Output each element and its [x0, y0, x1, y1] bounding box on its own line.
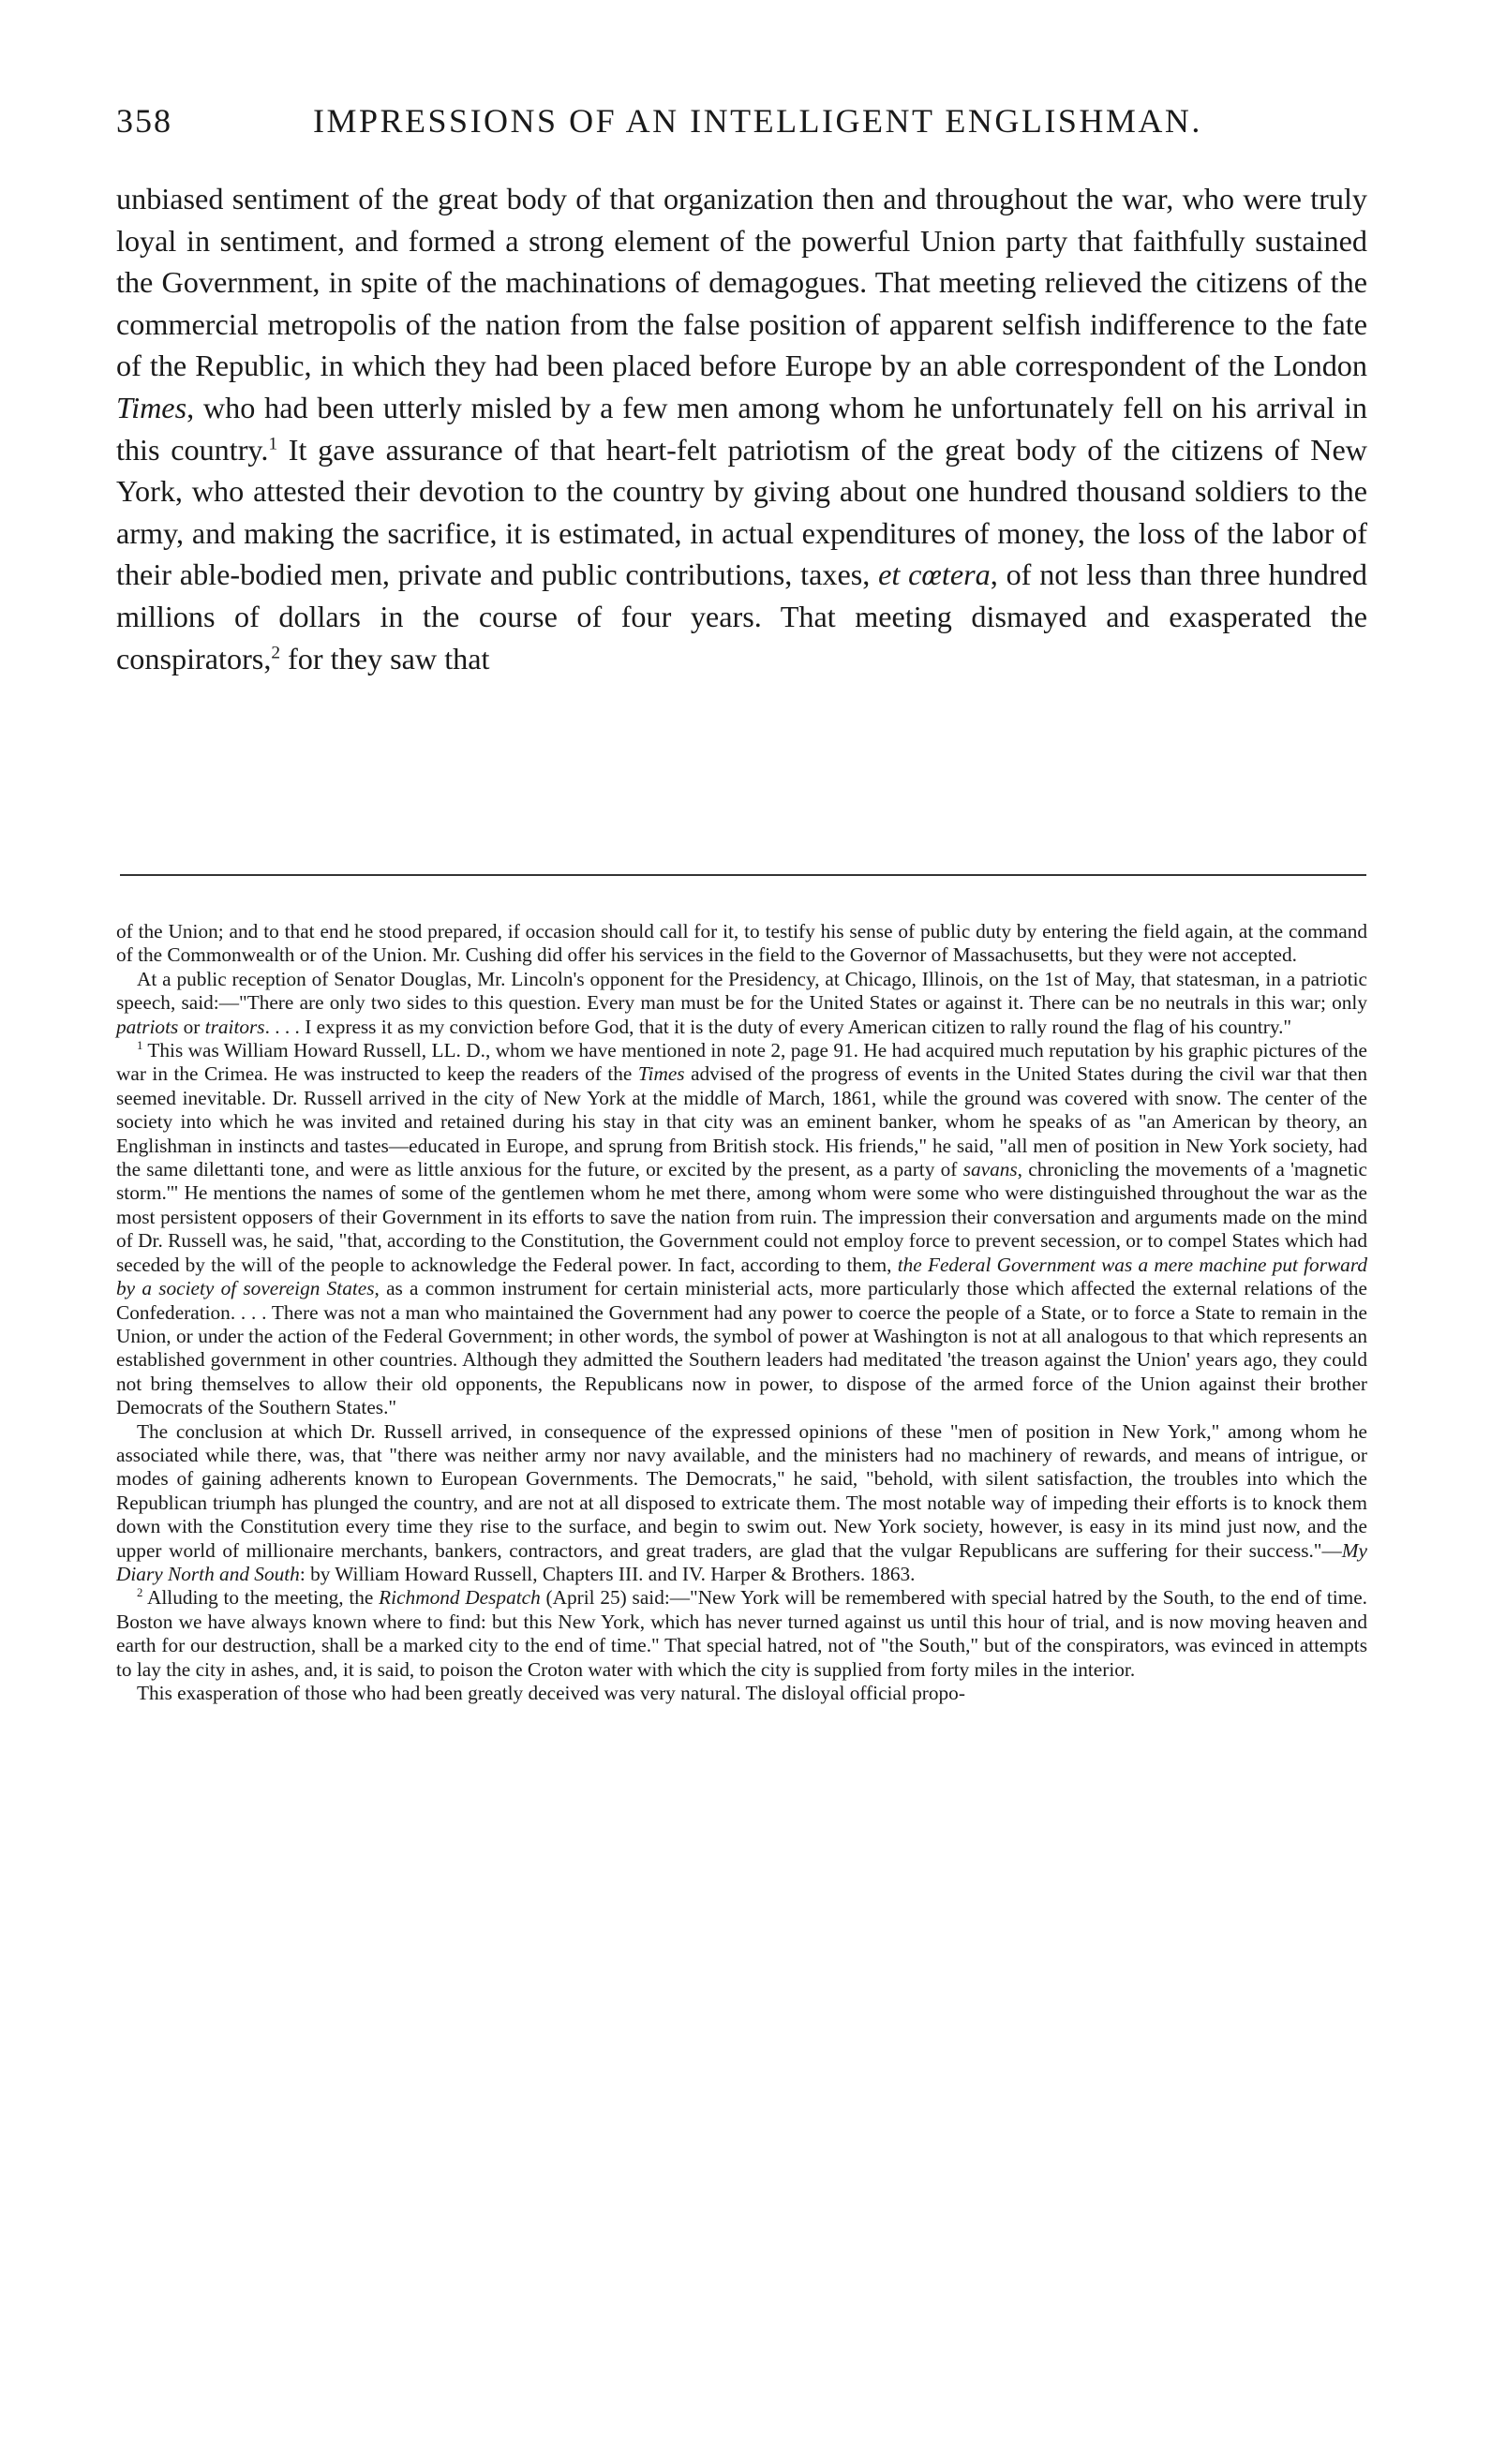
diary-title: My Diary North and South — [116, 1538, 1367, 1585]
footnote-ref-2: 2 — [271, 642, 281, 662]
footnote-2-continuation: This exasperation of those who had been greatly deceived was very natural. The disloyal official propo- — [137, 1682, 965, 1704]
footnote-marker-2: 2 — [137, 1586, 143, 1600]
times-title: Times — [116, 390, 187, 424]
footnote-1-conclusion: The conclusion at which Dr. Russell arrived, in consequence of the expressed opinions of these "men of position in New York," among whom he associated while there, was, that "there was neither army nor navy available, and the ministers had no machinery of rewards, and means of intrigue, or modes of gaining adherents known to European Governments. The Democrats," he said, "behold, with silent satisfaction, the troubles into which the Republican triumph has plunged the country, and are not at all disposed to extricate them. The most notable way of impeding their efforts is to knock them down with the Constitution every time they rise to the surface, and begin to swim out. New York society, however, is easy in its mind just now, and the upper world of millionaire merchants, bankers, contractors, and great traders, are glad that the vulgar Republicans are suffering for their success."—My Diary North and South: by William Howard Russell, Chapters III. and IV. Harper & Brothers. 1863. — [116, 1419, 1367, 1585]
footnotes — [116, 920, 1367, 1705]
footnote-douglas: At a public reception of Senator Douglas, Mr. Lincoln's opponent for the Presidency, at Chicago, Illinois, on the 1st of May, that statesman, in a patriotic speech, said:—"There are only two sides to this question. Every man must be for the United States or against it. There can be no neutrals in this war; only patriots or traitors. . . . I express it as my conviction before God, that it is the duty of every American citizen to rally round the flag of his country." — [116, 967, 1367, 1038]
footnote-1: $^1$ This was William Howard Russell, LL. D., whom we have mentioned in note 2, page 91. He had acquired much reputation by his graphic pictures of the war in the Crimea. He was instructed to keep the readers of the Times advised of the progress of events in the United States during the civil war that then seemed inevitable. Dr. Russell arrived in the city of New York at the middle of March, 1861, while the ground was covered with snow. The center of the society into which he was invited and retained during his stay in that city was an eminent banker, whom he speaks of as "an American by theory, an Englishman in instincts and tastes—educated in Europe, and sprung from British stock. His friends," he said, "all men of position in New York society, had the same dilettanti tone, and were as little anxious for the future, or excited by the present, as a party of savans, chronicling the movements of a 'magnetic storm.'" He mentions the names of some of the gentlemen whom he met there, among whom were some who were distinguished throughout the war as the most persistent opposers of their Government in its efforts to save the nation from ruin. The impression their conversation and arguments made on the mind of Dr. Russell was, he said, "that, according to the Constitution, the Government could not employ force to prevent secession, or to compel States which had seceded by the will of the people to acknowledge the Federal power. In fact, according to them, the Federal Government was a mere machine put forward by a society of sovereign States, as a common instrument for certain ministerial acts, more particularly those which affected the external relations of the Confederation. . . . There was not a man who maintained the Government had any power to coerce the people of a State, or to force a State to remain in the Union, or under the action of the Federal Government; in other words, the symbol of power at Washington is not at all analogous to that which represents an established government in other countries. Although they admitted the Southern leaders had meditated 'the treason against the Union' years ago, they could not bring themselves to allow their old opponents, the Republicans now in power, to dispose of the armed force of the Union against their brother Democrats of the Southern States." — [116, 1038, 1367, 1419]
page-number: 358 — [116, 102, 172, 140]
body-paragraph: unbiased sentiment of the great body of that organization then and throughout the war, who were truly loyal in sentiment, and formed a strong element of the powerful Union party that faithfully sustained the Government, in spite of the machinations of demagogues. That meeting relieved the citizens of the commercial metropolis of the nation from the false position of apparent selfish indifference to the fate of the Republic, in which they had been placed before Europe by an able correspondent of the London Times, who had been utterly misled by a few men among whom he unfortunately fell on his arrival in this country.$^1$ It gave assurance of that heart-felt patriotism of the great body of the citizens of New York, who attested their devotion to the country by giving about one hundred thousand soldiers to the army, and making the sacrifice, it is estimated, in actual expenditures of money, the loss of the labor of their able-bodied men, private and public contributions, taxes, et cœtera, of not less than three hundred millions of dollars in the course of four years. That meeting dismayed and exasperated the conspirators,$^2$ for they saw that — [116, 182, 1367, 675]
footnote-continuation: of the Union; and to that end he stood prepared, if occasion should call for it, to testify his sense of public duty by entering the field again, at the command of the Commonwealth or of the Union. Mr. Cushing did offer his services in the field to the Governor of Massachusetts, but they were not accepted. — [116, 920, 1367, 967]
main-text — [116, 178, 1367, 679]
footnote-2: $^2$ Alluding to the meeting, the Richmond Despatch (April 25) said:—"New York will be remembered with special hatred by the South, to the end of time. Boston we have always known where to find: but this New York, which has never turned against us until this hour of trial, and is now moving heaven and earth for our destruction, shall be a marked city to the end of time." That special hatred, not of "the South," but of the conspirators, was evinced in attempts to lay the city in ashes, and, it is said, to poison the Croton water with which the city is supplied from forty miles in the interior. — [116, 1586, 1367, 1681]
footnote-marker-1: 1 — [137, 1038, 143, 1052]
footnote-divider — [120, 874, 1366, 876]
et-cetera: et cœtera — [878, 557, 991, 592]
footnote-ref-1: 1 — [268, 433, 278, 453]
page-header — [116, 101, 1367, 148]
running-head: IMPRESSIONS OF AN INTELLIGENT ENGLISHMAN. — [313, 102, 1202, 140]
despatch-title: Richmond Despatch — [379, 1586, 541, 1610]
